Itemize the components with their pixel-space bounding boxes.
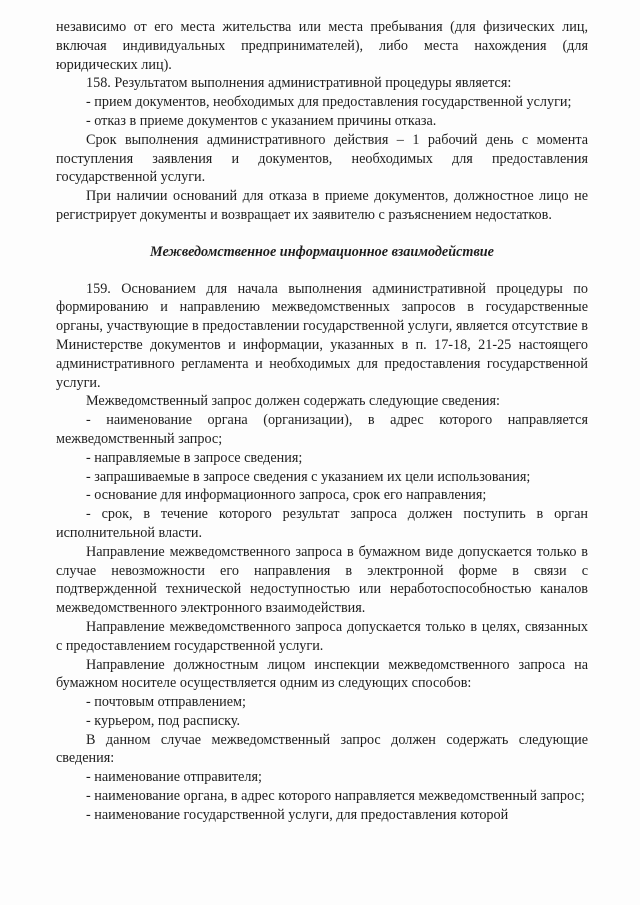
paragraph-159: 159. Основанием для начала выполнения административной процедуры по формированию и направлению межведомственных запросов в государственные органы, участвующие в предоставлении государственной услуги, является отсутствие в Министерстве документов и информации, указанных в п. 17-18, 21-25 настоящего административного регламента и необходимых для предоставления государственной услуги.	[56, 280, 588, 391]
list-item: - срок, в течение которого результат запроса должен поступить в орган исполнительной власти.	[56, 506, 588, 541]
list-item: - отказ в приеме документов с указанием причины отказа.	[86, 112, 437, 129]
list-item: - почтовым отправлением;	[86, 694, 246, 711]
list-item: - запрашиваемые в запросе сведения с указанием их цели использования;	[86, 468, 531, 485]
paragraph-158: 158. Результатом выполнения административной процедуры является:	[86, 75, 512, 92]
list-item: - курьером, под расписку.	[86, 712, 241, 729]
paragraph-refusal: При наличии оснований для отказа в приеме документов, должностное лицо не регистрирует документы и возвращает их заявителю с разъяснением недостатков.	[56, 188, 588, 223]
list-item: - основание для информационного запроса, срок его направления;	[86, 487, 487, 504]
list-item: - прием документов, необходимых для предоставления государственной услуги;	[86, 94, 572, 111]
section-heading: Межведомственное информационное взаимодействие	[150, 243, 494, 260]
paragraph-purpose: Направление межведомственного запроса допускается только в целях, связанных с предоставлением государственной услуги.	[56, 618, 588, 654]
paragraph-paper-request: Направление межведомственного запроса в бумажном виде допускается только в случае невозможности его направления в электронной форме в связи с подтвержденной технической недоступностью или неработоспособностью каналов межведомственного электронного взаимодействия.	[56, 543, 588, 617]
document-body	[56, 18, 588, 825]
paragraph-continuation: независимо от его места жительства или места пребывания (для физических лиц, включая индивидуальных предпринимателей), либо места нахождения (для юридических лиц).	[56, 19, 588, 73]
list-item: - наименование органа (организации), в адрес которого направляется межведомственный запрос;	[56, 412, 588, 447]
list-item: - наименование отправителя;	[86, 769, 262, 786]
list-item: - направляемые в запросе сведения;	[86, 449, 303, 466]
list-item: - наименование государственной услуги, для предоставления которой	[86, 806, 509, 823]
list-item: - наименование органа, в адрес которого направляется межведомственный запрос;	[86, 788, 585, 805]
paragraph-paper-contents: В данном случае межведомственный запрос должен содержать следующие сведения:	[56, 731, 588, 767]
paragraph-deadline: Срок выполнения административного действия – 1 рабочий день с момента поступления заявления и документов, необходимых для предоставления государственной услуги.	[56, 131, 588, 186]
paragraph-methods: Направление должностным лицом инспекции межведомственного запроса на бумажном носителе осуществляется одним из следующих способов:	[56, 656, 588, 692]
paragraph-request-contents: Межведомственный запрос должен содержать следующие сведения:	[86, 393, 500, 410]
